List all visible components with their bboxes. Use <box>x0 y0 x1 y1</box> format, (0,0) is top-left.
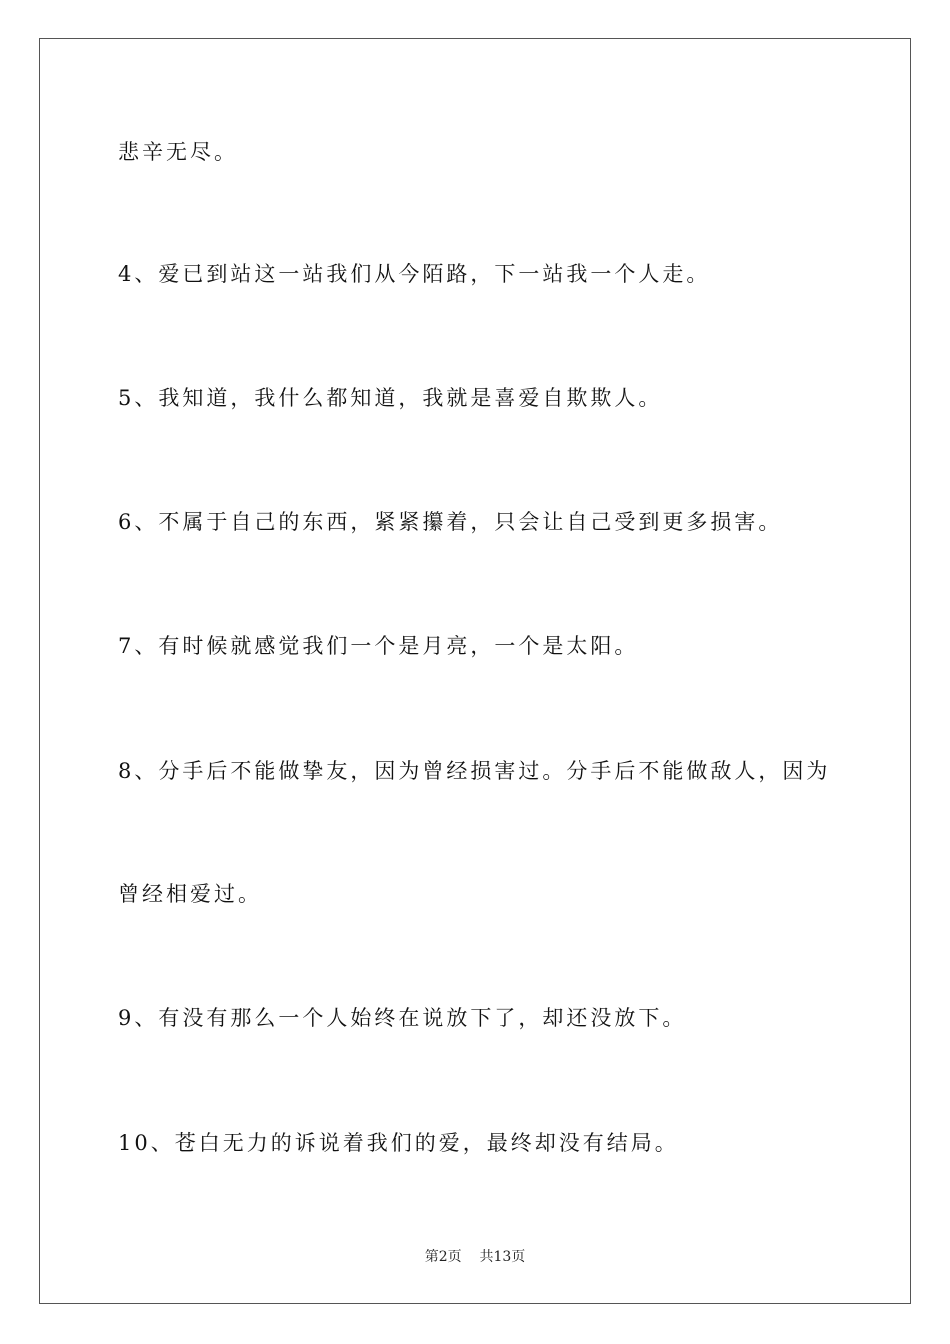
page-total: 共13页 <box>479 1249 526 1265</box>
text-line-3: 5、我知道，我什么都知道，我就是喜爱自欺欺人。 <box>118 386 663 410</box>
text-line-4: 6、不属于自己的东西，紧紧攥着，只会让自己受到更多损害。 <box>118 510 783 534</box>
text-line-9: 10、苍白无力的诉说着我们的爱，最终却没有结局。 <box>118 1131 679 1155</box>
text-line-2: 4、爱已到站这一站我们从今陌路，下一站我一个人走。 <box>118 262 711 286</box>
page-number: 第2页 <box>424 1249 462 1265</box>
text-line-7: 曾经相爱过。 <box>118 882 262 906</box>
text-line-1: 悲辛无尽。 <box>118 140 238 164</box>
text-line-8: 9、有没有那么一个人始终在说放下了，却还没放下。 <box>118 1006 687 1030</box>
page-footer <box>0 1248 950 1266</box>
text-line-6: 8、分手后不能做挚友，因为曾经损害过。分手后不能做敌人，因为 <box>118 759 831 783</box>
page-border <box>39 38 911 1304</box>
text-line-5: 7、有时候就感觉我们一个是月亮，一个是太阳。 <box>118 634 639 658</box>
